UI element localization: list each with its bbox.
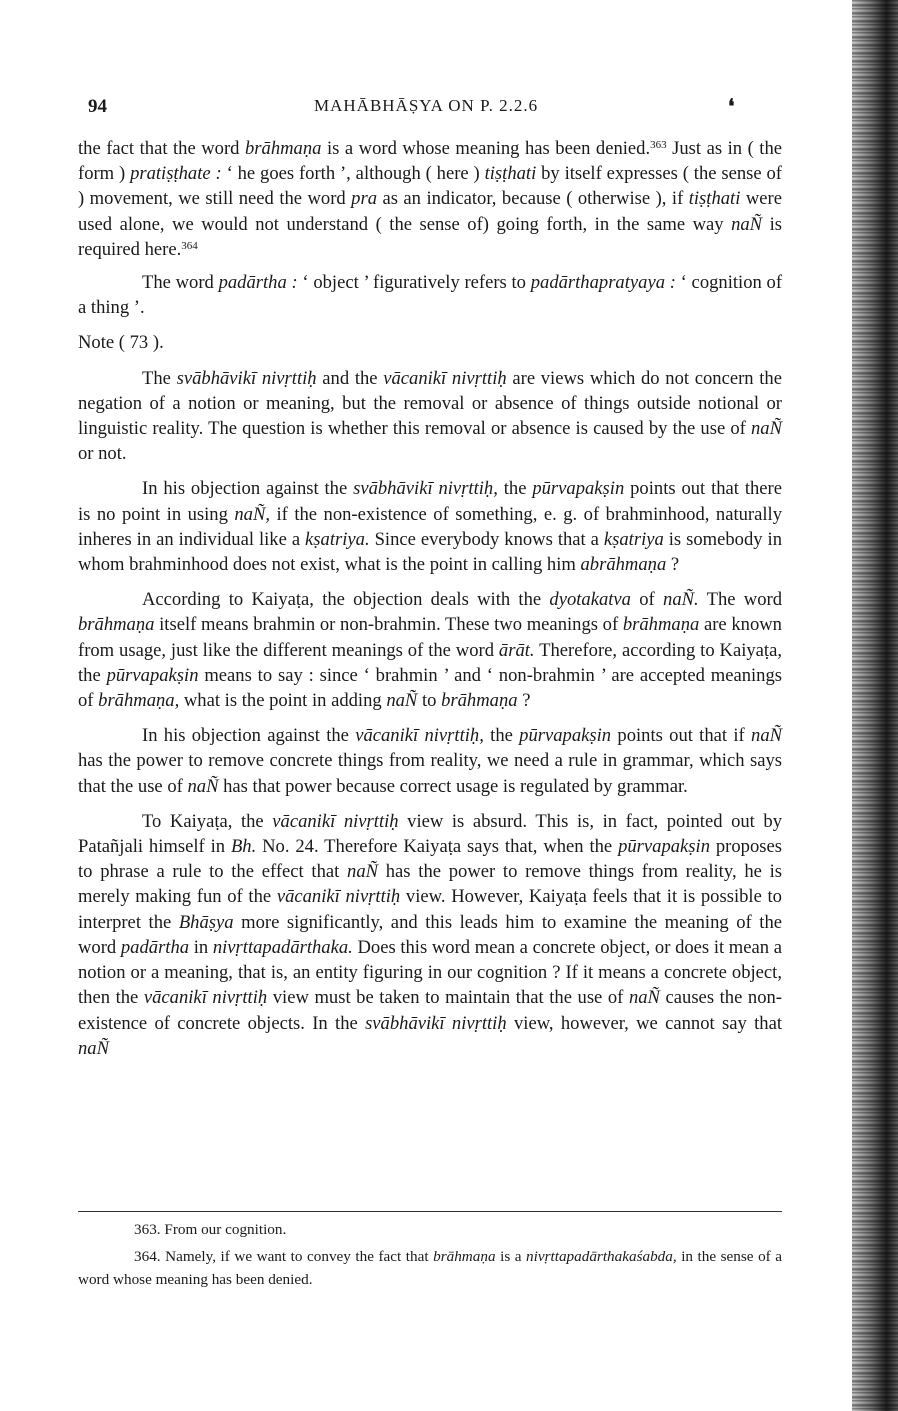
footnote-364: 364. Namely, if we want to convey the fact that brāhmaṇa is a nivṛttapadārthakaśabda, in the sense of a word whose meaning has been denied. xyxy=(78,1248,782,1288)
body-text xyxy=(78,136,782,1071)
footnotes xyxy=(78,1218,782,1295)
page-number: 94 xyxy=(88,96,107,117)
paragraph-4: In his objection against the svābhāvikī nivṛttiḥ, the pūrvapakṣin points out that there is no point in using naÑ, if the non-existence of something, e. g. of brahminhood, naturally inheres in an individual like a kṣatriya. Since everybody knows that a kṣatriya is somebody in whom brahminhood does not exist, what is the point in calling him abrāhmaṇa ? xyxy=(78,478,782,576)
scanned-page-edge xyxy=(852,0,898,1411)
footnote-ref-364[interactable]: 364 xyxy=(181,239,198,252)
paragraph-3: The svābhāvikī nivṛttiḥ and the vācanikī nivṛttiḥ are views which do not concern the negation of a notion or meaning, but the removal or absence of things outside notional or linguistic reality. The question is whether this removal or absence is caused by the use of naÑ or not. xyxy=(78,367,782,465)
note-heading: Note ( 73 ). xyxy=(78,332,164,354)
paragraph-1: the fact that the word brāhmaṇa is a word whose meaning has been denied.$^{363}$ Just as in ( the form ) pratiṣṭhate : ‘ he goes forth ’, although ( here ) tiṣṭhati by itself expresses ( the sense of ) movement, we still need the word pra as an indicator, because ( otherwise ), if tiṣṭhati were used alone, we would not understand ( the sense of) going forth, in the same way naÑ is required here.$^{364}$ xyxy=(78,138,782,260)
footnote-divider xyxy=(78,1211,782,1212)
footnote-ref-363[interactable]: 363 xyxy=(650,139,667,151)
running-title: MAHĀBHĀṢYA ON P. 2.2.6 xyxy=(314,96,539,115)
header-mark-icon: ❛ xyxy=(728,96,735,118)
paragraph-6: In his objection against the vācanikī nivṛttiḥ, the pūrvapakṣin points out that if naÑ has the power to remove concrete things from reality, we need a rule in grammar, which says that the use of naÑ has that power because correct usage is regulated by grammar. xyxy=(78,725,783,797)
paragraph-7: To Kaiyaṭa, the vācanikī nivṛttiḥ view is absurd. This is, in fact, pointed out by Patañjali himself in Bh. No. 24. Therefore Kaiyaṭa says that, when the pūrvapakṣin proposes to phrase a rule to the effect that naÑ has the power to remove things from reality, he is merely making fun of the vācanikī nivṛttiḥ view. However, Kaiyaṭa feels that it is possible to interpret the Bhāṣya more significantly, and this leads him to examine the meaning of the word padārtha in nivṛttapadārthaka. Does this word mean a concrete object, or does it mean a notion or a meaning, that is, an entity figuring in our cognition ? If it means a concrete object, then the vācanikī nivṛttiḥ view must be taken to maintain that the use of naÑ causes the non-existence of concrete objects. In the svābhāvikī nivṛttiḥ view, however, we cannot say that naÑ xyxy=(78,810,783,1059)
footnote-363: 363. From our cognition. xyxy=(134,1221,287,1238)
page-header xyxy=(88,96,788,124)
paragraph-2: The word padārtha : ‘ object ’ figuratively refers to padārthapratyaya : ‘ cognition of a thing ’. xyxy=(78,272,783,319)
paragraph-5: According to Kaiyaṭa, the objection deals with the dyotakatva of naÑ. The word brāhmaṇa itself means brahmin or non-brahmin. These two meanings of brāhmaṇa are known from usage, just like the different meanings of the word ārāt. Therefore, according to Kaiyaṭa, the pūrvapakṣin means to say : since ‘ brahmin ’ and ‘ non-brahmin ’ are accepted meanings of brāhmaṇa, what is the point in adding naÑ to brāhmaṇa ? xyxy=(78,589,782,712)
